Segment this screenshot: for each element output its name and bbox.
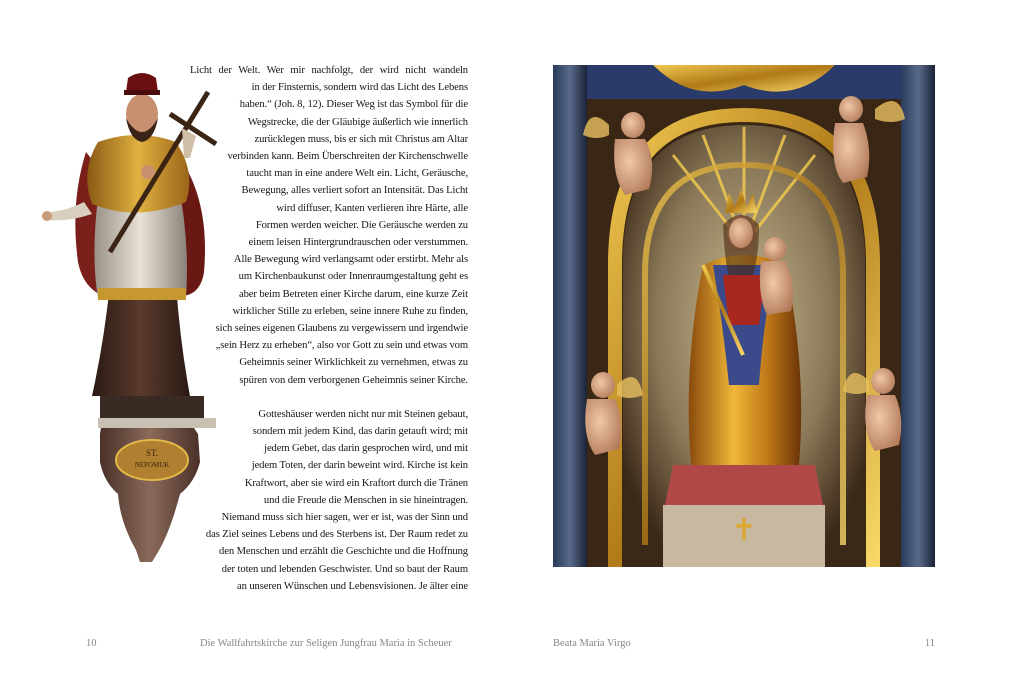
paragraph-2 (190, 406, 468, 595)
text-line: Bewegung, alles verliert sofort an Intensität. Das Licht (241, 185, 468, 197)
text-line: sondern mit jedem Kind, das darin getauft wird; mit (252, 426, 468, 438)
text-line: taucht man in eine andere Welt ein. Licht, Geräusche, (246, 168, 468, 180)
plaque-line-2: NEPOMUK (134, 461, 170, 469)
text-line: an unseren Wünschen und Lebensvisionen. Je älter eine (236, 580, 468, 592)
svg-text:✝: ✝ (731, 513, 757, 548)
body-text-column (190, 62, 468, 595)
text-line: zurücklegen muss, bis er sich mit Christus am Altar (254, 133, 468, 145)
text-line: Niemand muss sich hier sagen, wer er ist, was der Sinn und (221, 512, 468, 524)
text-line: das Ziel seines Lebens und des Sterbens ist. Der Raum redet zu (205, 529, 468, 541)
left-page (0, 0, 510, 681)
text-line: jedem Toten, der darin beweint wird. Kirche ist kein (251, 460, 468, 472)
text-line: „sein Herz zu erheben“, also vor Gott zu sein und etwas vom (215, 340, 468, 352)
text-line: sich seines eigenen Glaubens zu vergewissern und irgendwie (215, 323, 468, 335)
text-line: verbinden kann. Beim Überschreiten der Kirchenschwelle (227, 151, 468, 163)
text-line: haben.“ (Joh. 8, 12). Dieser Weg ist das Symbol für die (239, 99, 468, 111)
paragraph-1 (190, 62, 468, 389)
text-line: aber beim Betreten einer Kirche darum, eine kurze Zeit (238, 288, 468, 300)
text-line: Kraftwort, aber sie wird ein Kraftort durch die Tränen (244, 477, 468, 489)
text-line: Wegstrecke, die der Gläubige äußerlich wie innerlich (247, 116, 468, 128)
text-line: Licht der Welt. Wer mir nachfolgt, der wird nicht wandeln (190, 65, 468, 76)
text-line: wird diffuser, Kanten verlieren ihre Härte, alle (276, 202, 468, 214)
text-line: Gotteshäuser werden nicht nur mit Steinen gebaut, (258, 408, 468, 420)
text-line: der toten und lebenden Geschwister. Und so baut der Raum (221, 563, 468, 575)
text-line: einem leisen Hintergrundrauschen oder verstummen. (248, 237, 468, 249)
text-line: um Kirchenbaukunst oder Innenraumgestaltung geht es (238, 271, 468, 283)
right-page (510, 0, 1021, 681)
running-title-left: Die Wallfahrtskirche zur Seligen Jungfrau Maria in Scheuer (200, 638, 452, 649)
text-line: spüren von dem verborgenen Geheimnis seiner Kirche. (239, 374, 468, 386)
text-line: jedem Gebet, das darin gesprochen wird, und mit (264, 443, 468, 455)
page-number-left: 10 (86, 638, 97, 649)
text-line: in der Finsternis, sondern wird das Licht des Lebens (251, 82, 468, 94)
text-line: und die Freude die Menschen in sie hineintragen. (263, 494, 468, 506)
running-title-right: Beata Maria Virgo (553, 638, 631, 649)
text-line: Formen werden weicher. Die Geräusche werden zu (255, 219, 468, 231)
text-line: den Menschen und erzählt die Geschichte und die Hoffnung (219, 546, 468, 558)
text-line: Geheimnis seiner Wirklichkeit zu vernehmen, etwas zu (239, 357, 468, 369)
text-line: wirklicher Stille zu erleben, seine innere Ruhe zu finden, (232, 305, 468, 317)
plaque-line-1: ST. (145, 448, 159, 458)
madonna-altar-photo (553, 65, 935, 567)
text-line: Alle Bewegung wird verlangsamt oder erstirbt. Mehr als (233, 254, 468, 266)
page-number-right: 11 (924, 638, 935, 649)
